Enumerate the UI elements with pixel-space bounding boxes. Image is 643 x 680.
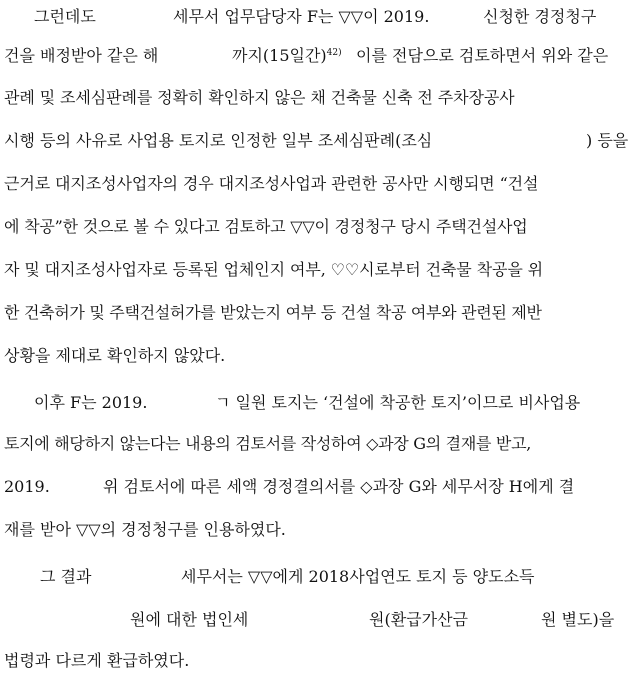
text-segment: ㄱ 일원 토지는 ‘건설에 착공한 토지’이므로 비사업용 <box>215 393 581 412</box>
text-segment: 세무서 업무담당자 F는 ▽▽이 2019. <box>173 7 430 26</box>
text-segment: ) 등을 <box>586 131 629 150</box>
text-line <box>0 560 643 594</box>
text-line <box>0 339 643 373</box>
text-line <box>0 603 643 637</box>
text-segment: 자 및 대지조성사업자로 등록된 업체인지 여부, ♡♡시로부터 건축물 착공을 위 <box>4 260 544 279</box>
text-line <box>0 470 643 504</box>
text-segment: 한 건축허가 및 주택건설허가를 받았는지 여부 등 건설 착공 여부와 관련된 제반 <box>4 303 542 322</box>
text-segment: 세무서는 ▽▽에게 2018사업연도 토지 등 양도소득 <box>181 567 535 586</box>
text-segment: 상황을 제대로 확인하지 않았다. <box>4 346 226 365</box>
text-line <box>0 296 643 330</box>
text-line <box>0 427 643 461</box>
text-segment: 이를 전담으로 검토하면서 위와 같은 <box>356 46 609 65</box>
text-segment: 그 결과 <box>40 567 92 586</box>
text-segment: 2019. <box>4 477 50 496</box>
text-segment: 그런데도 <box>34 7 96 26</box>
text-segment: 근거로 대지조성사업자의 경우 대지조성사업과 관련한 공사만 시행되면 “건설 <box>4 174 539 193</box>
text-segment: 위 검토서에 따른 세액 경정결의서를 ◇과장 G와 세무서장 H에게 결 <box>103 477 575 496</box>
text-segment: 건을 배정받아 같은 해 <box>4 46 159 65</box>
text-line <box>0 0 643 34</box>
text-segment: 까지(15일간) <box>232 46 327 65</box>
text-line <box>0 81 643 115</box>
text-line <box>0 210 643 244</box>
text-segment: 토지에 해당하지 않는다는 내용의 검토서를 작성하여 ◇과장 G의 결재를 받고, <box>4 434 532 453</box>
text-line <box>0 167 643 201</box>
text-line <box>0 39 643 73</box>
text-segment: 신청한 경정청구 <box>483 7 597 26</box>
text-segment: 원(환급가산금 <box>369 610 468 629</box>
text-segment: 원 별도)을 <box>541 610 615 629</box>
footnote-ref: 42) <box>326 48 342 58</box>
text-line <box>0 386 643 420</box>
text-segment: 법령과 다르게 환급하였다. <box>4 651 190 670</box>
text-segment: 원에 대한 법인세 <box>130 610 249 629</box>
text-segment-with-footnote <box>232 39 342 73</box>
text-segment: 에 착공”한 것으로 볼 수 있다고 검토하고 ▽▽이 경정청구 당시 주택건설사업 <box>4 217 528 236</box>
text-line <box>0 253 643 287</box>
text-segment: 재를 받아 ▽▽의 경정청구를 인용하였다. <box>4 520 286 539</box>
text-segment: 이후 F는 2019. <box>34 393 148 412</box>
text-line <box>0 644 643 678</box>
text-segment: 관례 및 조세심판례를 정확히 확인하지 않은 채 건축물 신축 전 주차장공사 <box>4 88 515 107</box>
text-line <box>0 513 643 547</box>
text-line <box>0 124 643 158</box>
text-segment: 시행 등의 사유로 사업용 토지로 인정한 일부 조세심판례(조심 <box>4 131 433 150</box>
